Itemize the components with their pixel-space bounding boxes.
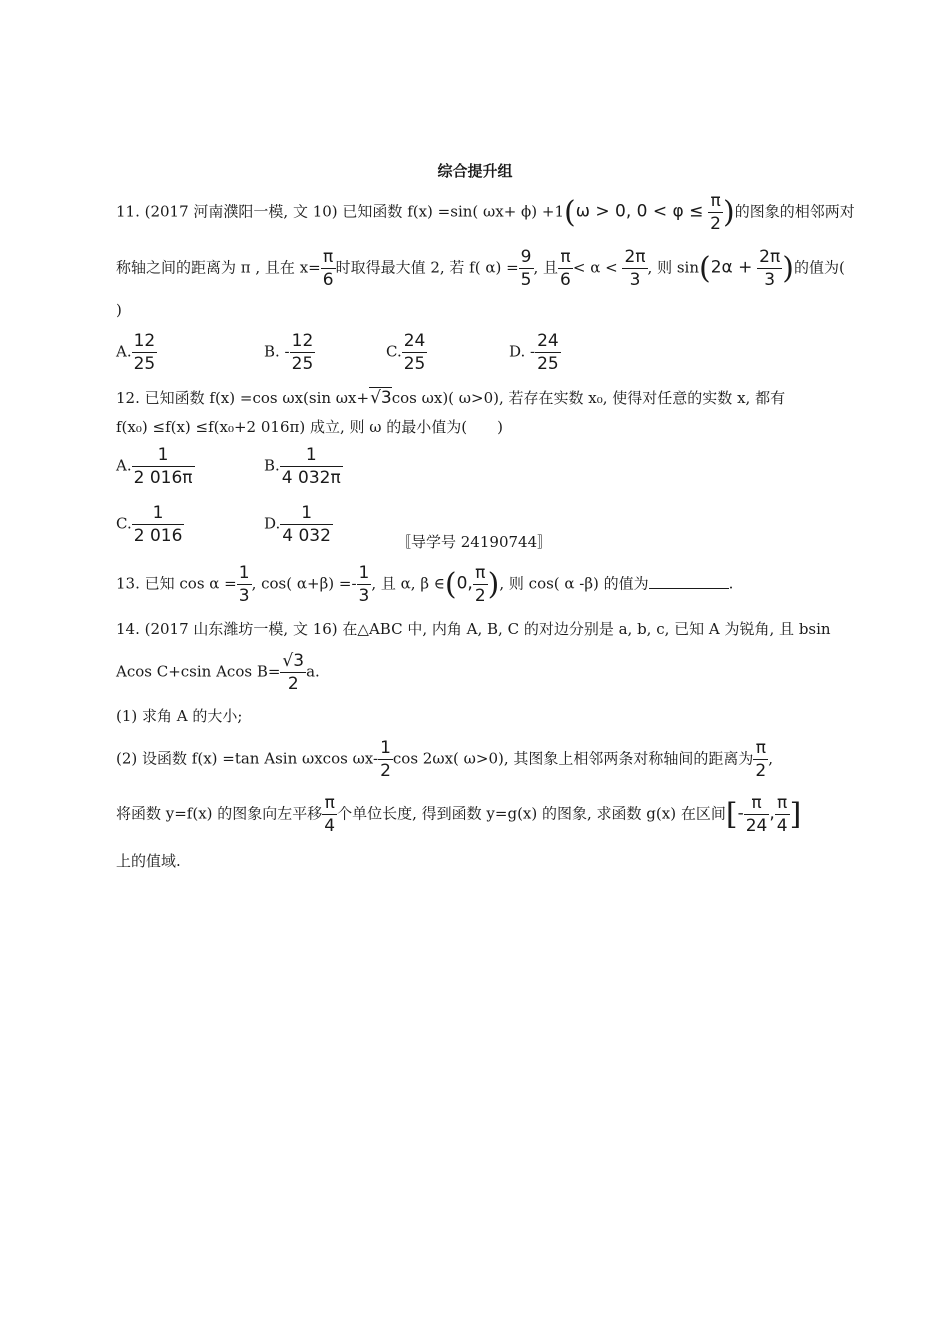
q13-frac1: $\frac{1}{3}$ — [238, 563, 250, 606]
q14-sqrt-frac: $\frac{√3}{2}$ — [282, 651, 305, 694]
q14-pi2-frac: $\frac{\pi}{2}$ — [755, 738, 767, 781]
q11-option-d[interactable]: D. - $\frac{24}{25}$ — [509, 331, 559, 374]
q14-int-frac1: $\frac{\pi}{24}$ — [745, 793, 768, 836]
sqrt3-symbol: √3 — [370, 388, 392, 408]
q11-fa-frac: $\frac{9}{5}$ — [520, 247, 532, 290]
q11-hi-frac: $\frac{2\pi}{3}$ — [624, 247, 646, 290]
q12-line1: 12. 已知函数 f(x) =cos ωx(sin ωx+√3cos ωx)( ω>0), 若存在实数 x₀, 使得对任意的实数 x, 都有 — [116, 388, 786, 408]
q11-lo-frac: $\frac{\pi}{6}$ — [560, 247, 571, 290]
q11-option-a[interactable]: A. $\frac{12}{25}$ — [116, 331, 156, 374]
q14-pi4-frac: $\frac{\pi}{4}$ — [324, 793, 336, 836]
guide-number: 〚导学号 24190744〛 — [396, 533, 553, 551]
q11-cond-frac: $\frac{\pi}{2}$ — [710, 191, 721, 234]
q11-option-c[interactable]: C. $\frac{24}{25}$ — [386, 331, 426, 374]
q12-option-b[interactable]: B. $\frac{1}{4 032\pi}$ — [264, 445, 341, 488]
section-title: 综合提升组 — [437, 162, 513, 180]
q12-option-a[interactable]: A. $\frac{1}{2 016\pi}$ — [116, 445, 193, 488]
q11-text: 11. (2017 河南濮阳一模, 文 10) 已知函数 f(x) =sin( ωx+ ϕ) +1 — [116, 202, 565, 221]
q14-part2: (2) 设函数 f(x) =tan Asin ωxcos ωx- $\frac{1}{2}$ cos 2ωx( ω>0), 其图象上相邻两条对称轴间的距离为 $\frac{\pi}{2}$ , — [116, 738, 774, 781]
q14-int-frac2: $\frac{\pi}{4}$ — [776, 793, 788, 836]
q14-part1: (1) 求角 A 的大小; — [116, 707, 243, 725]
q11-x-frac: $\frac{\pi}{6}$ — [322, 247, 334, 290]
q11-condition: ω > 0, 0 < φ ≤ — [575, 201, 704, 222]
q14-half-frac: $\frac{1}{2}$ — [380, 738, 391, 781]
q13-interval-frac: $\frac{\pi}{2}$ — [474, 563, 486, 606]
q14-line4: 将函数 y=f(x) 的图象向左平移 $\frac{\pi}{4}$ 个单位长度, 得到函数 y=g(x) 的图象, 求函数 g(x) 在区间[- $\frac{\pi}{24}$ , $\frac{\pi}{4}$ ] — [116, 793, 802, 836]
q11-option-b[interactable]: B. - $\frac{12}{25}$ — [264, 331, 314, 374]
q12-option-d[interactable]: D. $\frac{1}{4 032}$ — [264, 503, 331, 546]
q13-line: 13. 已知 cos α = $\frac{1}{3}$ , cos( α+β) =- $\frac{1}{3}$ , 且 α, β ∈(0, $\frac{\pi}{2}$ ), 则 cos( α -β) 的值为 . — [116, 563, 734, 606]
answer-blank[interactable] — [649, 572, 729, 589]
q14-line1: 14. (2017 山东潍坊一模, 文 16) 在△ABC 中, 内角 A, B, C 的对边分别是 a, b, c, 已知 A 为锐角, 且 bsin — [116, 620, 831, 638]
q11-line3: ) — [116, 301, 122, 319]
q12-option-c[interactable]: C. $\frac{1}{2 016}$ — [116, 503, 183, 546]
q11-sin-frac: $\frac{2\pi}{3}$ — [759, 247, 781, 290]
q11-line2: 称轴之间的距离为 π , 且在 x= $\frac{\pi}{6}$ 时取得最大值 2, 若 f( α) = $\frac{9}{5}$ , 且 $\frac{\pi}{6}$ < α < $\frac{2\pi}{3}$ , 则 sin(2α + $\frac{2\pi}{3}$ )的值为( — [116, 247, 845, 290]
q12-line2: f(x₀) ≤f(x) ≤f(x₀+2 016π) 成立, 则 ω 的最小值为( ) — [116, 418, 503, 436]
q11-line1: 11. (2017 河南濮阳一模, 文 10) 已知函数 f(x) =sin( ωx+ ϕ) +1(ω > 0, 0 < φ ≤ $\frac{\pi}{2}$ )的图象的相邻两对 — [116, 191, 855, 234]
q14-line5: 上的值域. — [116, 852, 181, 870]
q13-frac2: $\frac{1}{3}$ — [358, 563, 370, 606]
q14-line2: Acos C+csin Acos B= $\frac{√3}{2}$ a. — [116, 651, 320, 694]
